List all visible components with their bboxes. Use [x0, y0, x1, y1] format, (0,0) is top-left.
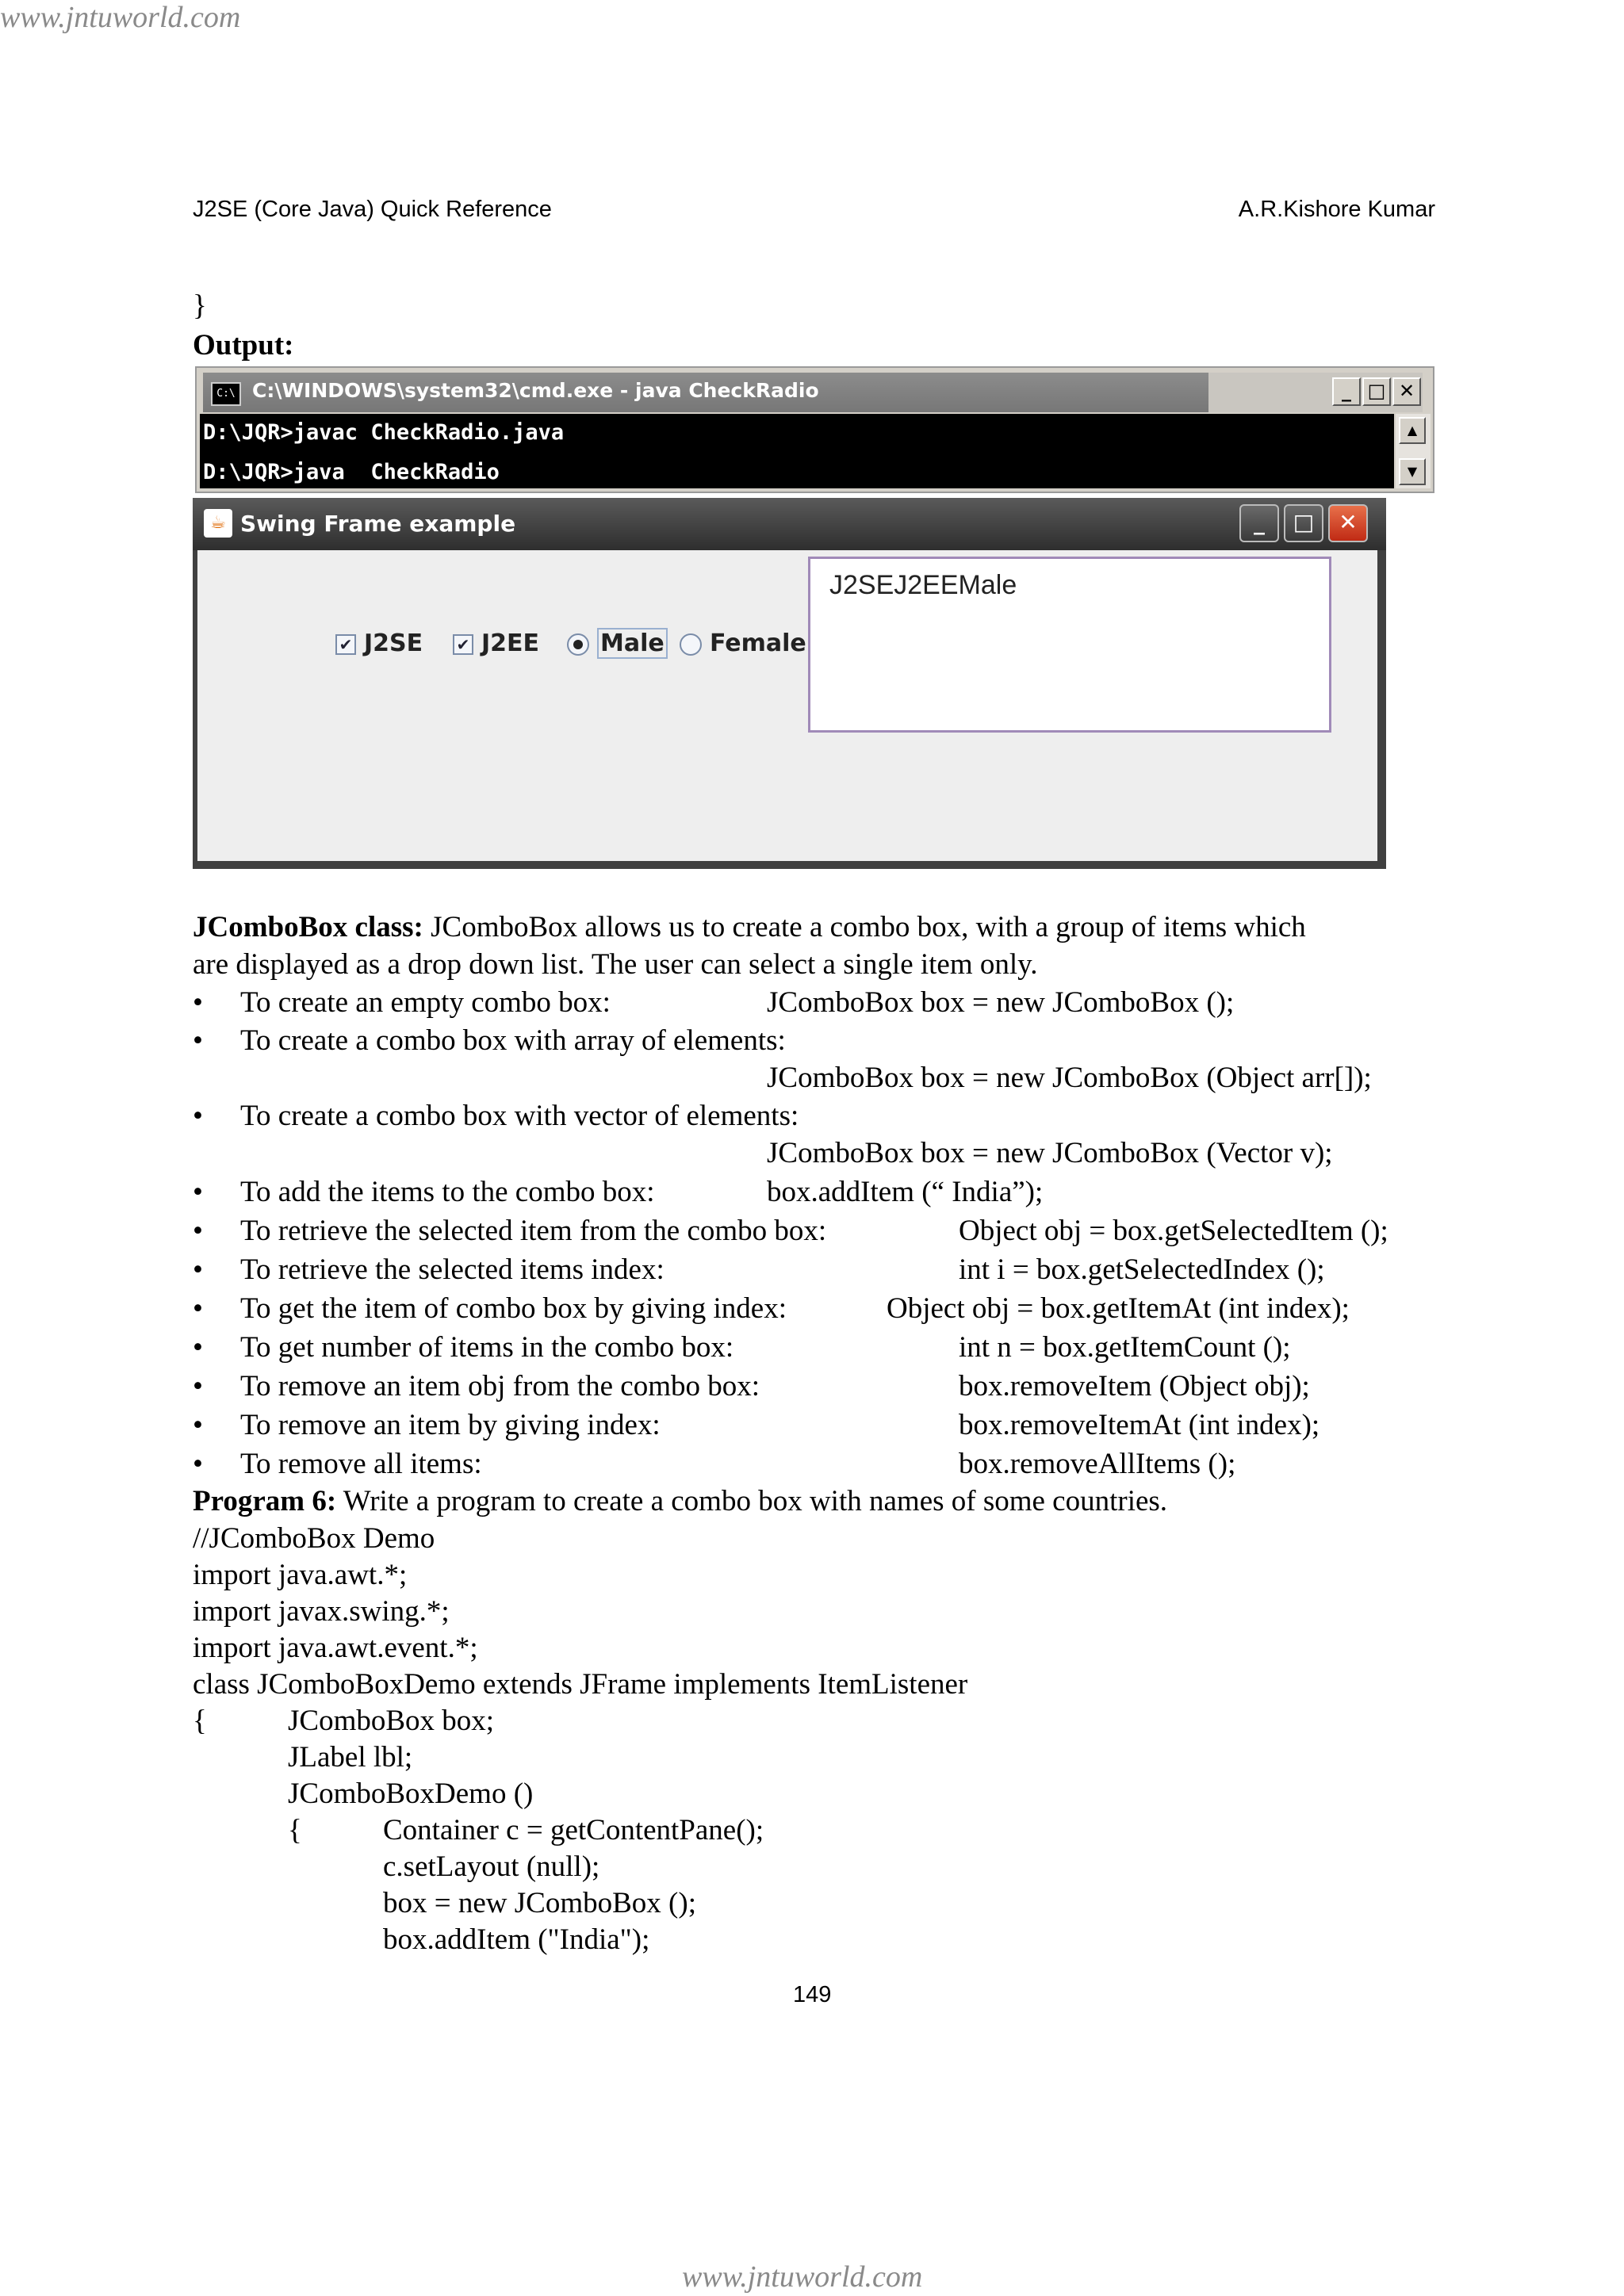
cmd-title-bar[interactable]	[203, 373, 1208, 412]
code-line: box.addItem ("India");	[383, 1923, 650, 1956]
code-line: class JComboBoxDemo extends JFrame implements ItemListener	[193, 1668, 968, 1701]
output-text-area[interactable]	[808, 557, 1331, 733]
bullet-text: To retrieve the selected items index:	[240, 1253, 665, 1286]
code-line: Container c = getContentPane();	[383, 1814, 764, 1846]
bullet-icon: •	[193, 1409, 203, 1441]
bullet-icon: •	[193, 1253, 203, 1286]
bullet-icon: •	[193, 1024, 203, 1057]
cmd-close-button[interactable]: ✕	[1392, 377, 1421, 406]
bullet-code: int n = box.getItemCount ();	[959, 1331, 1291, 1364]
bullet-text: To create a combo box with array of elements:	[240, 1024, 786, 1057]
radio-female[interactable]	[680, 629, 806, 661]
cmd-window	[195, 366, 1434, 493]
swing-maximize-button[interactable]: □	[1284, 504, 1323, 542]
bullet-icon: •	[193, 1448, 203, 1480]
code-line: JLabel lbl;	[288, 1741, 413, 1774]
bullet-code: box.removeItemAt (int index);	[959, 1409, 1320, 1441]
jcombobox-desc-line-2: are displayed as a drop down list. The user can select a single item only.	[193, 948, 1038, 981]
output-label: Output:	[193, 329, 294, 362]
bullet-text: To retrieve the selected item from the combo box:	[240, 1215, 827, 1247]
radio-male-label: Male	[597, 628, 668, 659]
bullet-text: To create a combo box with vector of elements:	[240, 1100, 799, 1132]
bullet-text: To get the item of combo box by giving index:	[240, 1292, 787, 1325]
code-line: import javax.swing.*;	[193, 1595, 450, 1628]
watermark-top: www.jntuworld.com	[0, 1, 241, 34]
swing-close-button[interactable]: ✕	[1328, 504, 1368, 542]
cmd-maximize-button[interactable]: □	[1362, 377, 1391, 406]
code-line: JComboBox box;	[288, 1705, 495, 1737]
bullet-code: Object obj = box.getSelectedItem ();	[959, 1215, 1388, 1247]
bullet-icon: •	[193, 1176, 203, 1208]
code-line: import java.awt.*;	[193, 1559, 408, 1591]
header-left: J2SE (Core Java) Quick Reference	[193, 197, 552, 222]
checkbox-checked-icon: ✔	[335, 634, 356, 655]
bullet-text: To remove all items:	[240, 1448, 482, 1480]
bullet-icon: •	[193, 986, 203, 1019]
checkbox-j2ee-label: J2EE	[481, 629, 540, 657]
checkbox-j2se-label: J2SE	[364, 629, 423, 657]
code-line: import java.awt.event.*;	[193, 1632, 478, 1664]
code-line: //JComboBox Demo	[193, 1522, 435, 1555]
bullet-code: JComboBox box = new JComboBox (Vector v);	[767, 1137, 1333, 1169]
radio-unselected-icon	[680, 633, 702, 656]
checkbox-j2se[interactable]	[335, 629, 423, 661]
bullet-code: box.removeItem (Object obj);	[959, 1370, 1310, 1402]
bullet-text: To create an empty combo box:	[240, 986, 611, 1019]
cmd-line-2: D:\JQR>java CheckRadio	[203, 460, 500, 484]
page-number: 149	[793, 1982, 832, 2007]
scroll-up-icon[interactable]: ▲	[1399, 417, 1426, 444]
swing-frame-window	[193, 498, 1386, 869]
swing-minimize-button[interactable]: _	[1239, 504, 1279, 542]
bullet-code: box.removeAllItems ();	[959, 1448, 1236, 1480]
cmd-minimize-button[interactable]: _	[1332, 377, 1361, 406]
cmd-console[interactable]	[200, 414, 1394, 488]
bullet-code: JComboBox box = new JComboBox ();	[767, 986, 1235, 1019]
code-line: c.setLayout (null);	[383, 1850, 600, 1883]
radio-selected-icon	[567, 633, 589, 656]
checkbox-checked-icon: ✔	[453, 634, 473, 655]
jcombobox-heading: JComboBox class:	[193, 911, 423, 943]
cmd-icon: C:\	[211, 382, 241, 406]
java-cup-icon: ☕	[204, 509, 232, 538]
cmd-scrollbar[interactable]	[1396, 414, 1431, 488]
program-line	[193, 1483, 1167, 1520]
bullet-text: To remove an item by giving index:	[240, 1409, 661, 1441]
bullet-text: To add the items to the combo box:	[240, 1176, 655, 1208]
swing-title-text: Swing Frame example	[240, 511, 516, 537]
cmd-line-1: D:\JQR>javac CheckRadio.java	[203, 420, 565, 445]
code-brace: {	[193, 1705, 207, 1737]
bullet-code: JComboBox box = new JComboBox (Object arr[]);	[767, 1062, 1372, 1094]
code-line: JComboBoxDemo ()	[288, 1777, 534, 1810]
scroll-down-icon[interactable]: ▼	[1399, 458, 1426, 485]
jcombobox-desc-line-1	[193, 909, 1306, 946]
radio-male[interactable]	[567, 629, 668, 661]
text-area-content: J2SEJ2EEMale	[829, 570, 1017, 600]
bullet-icon: •	[193, 1370, 203, 1402]
bullet-icon: •	[193, 1215, 203, 1247]
bullet-icon: •	[193, 1292, 203, 1325]
checkbox-j2ee[interactable]	[453, 629, 539, 661]
bullet-code: box.addItem (“ India”);	[767, 1176, 1044, 1208]
cmd-title-text: C:\WINDOWS\system32\cmd.exe - java CheckRadio	[252, 379, 819, 402]
code-line: box = new JComboBox ();	[383, 1887, 696, 1919]
program-desc: Write a program to create a combo box with names of some countries.	[336, 1485, 1168, 1517]
program-label: Program 6:	[193, 1485, 337, 1517]
bullet-code: int i = box.getSelectedIndex ();	[959, 1253, 1325, 1286]
header-right: A.R.Kishore Kumar	[1238, 197, 1435, 222]
swing-title-bar[interactable]	[193, 498, 1386, 550]
bullet-text: To remove an item obj from the combo box:	[240, 1370, 760, 1402]
bullet-icon: •	[193, 1100, 203, 1132]
jcombobox-desc-1: JComboBox allows us to create a combo box, with a group of items which	[423, 911, 1306, 943]
bullet-text: To get number of items in the combo box:	[240, 1331, 734, 1364]
bullet-icon: •	[193, 1331, 203, 1364]
swing-content-pane	[197, 550, 1377, 861]
closing-brace: }	[193, 289, 207, 322]
watermark-bottom: www.jntuworld.com	[682, 2260, 923, 2294]
code-brace: {	[288, 1814, 302, 1846]
radio-female-label: Female	[710, 629, 806, 657]
bullet-code: Object obj = box.getItemAt (int index);	[887, 1292, 1350, 1325]
